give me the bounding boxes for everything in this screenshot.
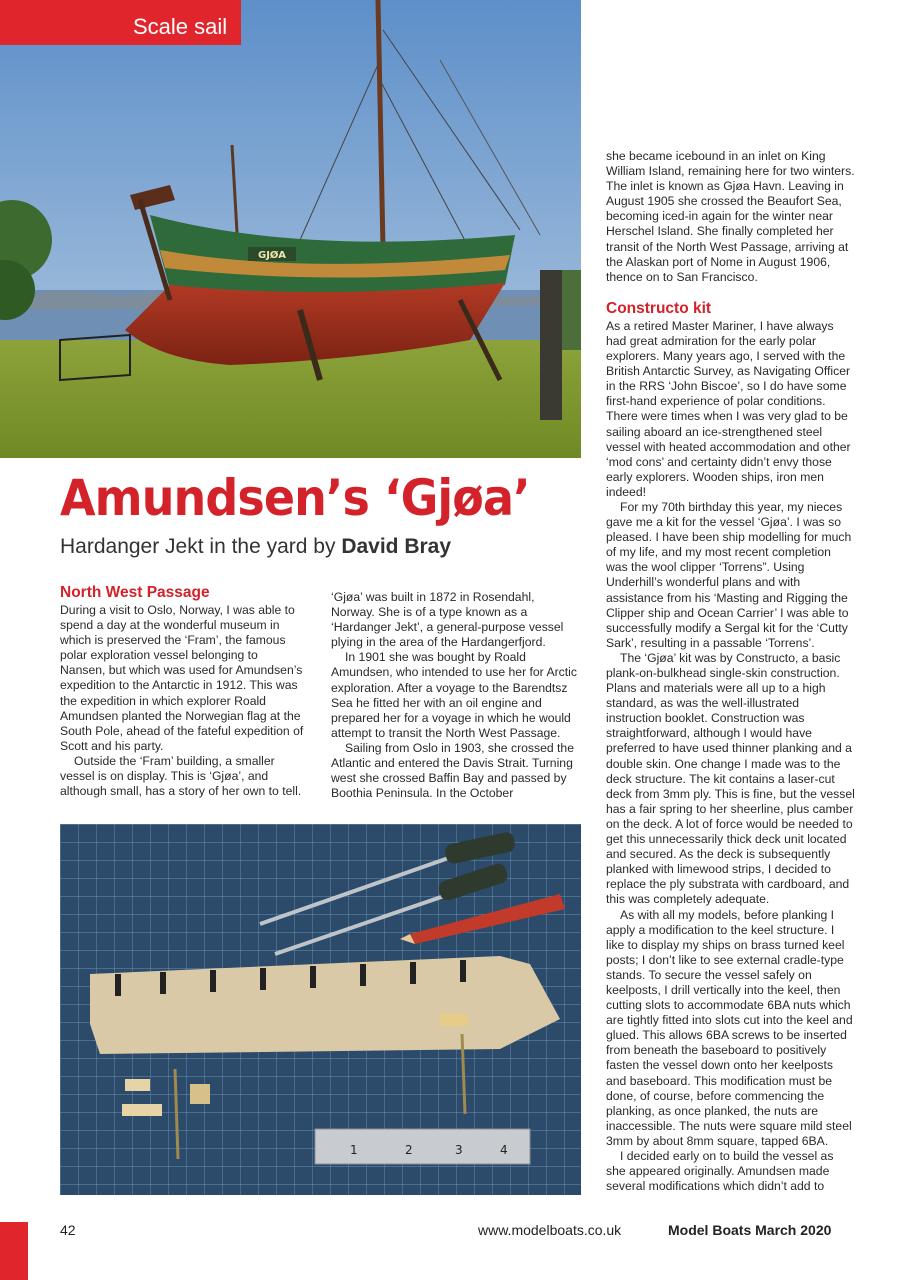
footer-color-block <box>0 1222 28 1280</box>
paragraph: I decided early on to build the vessel as she appeared originally. Amundsen made several modifications which didn’t add to <box>606 1149 834 1194</box>
column-2 <box>331 590 581 801</box>
ship-photo <box>0 0 581 458</box>
paragraph: As with all my models, before planking I apply a modification to the keel structure. I like to display my ships on brass turned keel posts; I don’t like to see external cradle-type stands. To secure the vessel safely on keelposts, I drill vertically into the keel, then cutting slots to accommodate 6BA nuts which are tightly fitted into slots cut into the keel and glued. This allows 6BA screws to be inserted from beneath the baseboard to positively fasten the vessel down onto her keelposts and baseboard. This modification must be done, of course, before commencing the planking, as once planked, the nuts are inaccessible. The nuts were square mild steel 3mm by about 8mm square, tapped 6BA. <box>606 907 853 1148</box>
paragraph: ‘Gjøa’ was built in 1872 in Rosendahl, Norway. She is of a type known as a ‘Hardanger Jekt’, a general-purpose vessel plying in the area of the Hardangerfjord. <box>331 590 564 650</box>
article-title: Amundsen’s ‘Gjøa’ <box>60 469 530 527</box>
footer-issue: Model Boats March 2020 <box>668 1222 832 1238</box>
column-3 <box>606 149 855 1194</box>
ruler-mark-3: 3 <box>455 1143 463 1157</box>
page-number: 42 <box>60 1222 76 1238</box>
footer-url[interactable]: www.modelboats.co.uk <box>478 1222 622 1238</box>
article-subtitle <box>60 535 451 559</box>
section-tag: Scale sail <box>0 0 241 45</box>
subtitle-text: Hardanger Jekt in the yard by <box>60 535 342 558</box>
paragraph: Outside the ‘Fram’ building, a smaller vessel is on display. This is ‘Gjøa’, and although small, has a story of her own to tell. <box>60 753 302 799</box>
paragraph: The ‘Gjøa’ kit was by Constructo, a basic plank-on-bulkhead single-skin construction. Plans and materials were all up to a high standard, as was the well-illustrated instruction booklet. Construction was straightforward, although I would have preferred to have used thinner planking and a double skin. One change I made was to the deck structure. The kit contains a laser-cut deck from 3mm ply. This is fine, but the vessel has a fair spring to her sheerline, plus camber on the deck. A lot of force would be needed to get this unnecessarily thick deck unit located and secured. As the deck is subsequently planked with limewood strips, I decided to replace the ply substrata with cardboard, and this was completely adequate. <box>606 650 855 907</box>
paragraph: In 1901 she was bought by Roald Amundsen, who intended to use her for Arctic exploration. After a voyage to the Barendtsz Sea he fitted her with an oil engine and prepared her for a voyage in which he would attempt to transit the North West Passage. <box>331 650 577 740</box>
column-1 <box>60 583 304 799</box>
paragraph: Sailing from Oslo in 1903, she crossed the Atlantic and entered the Davis Strait. Turning west she crossed Baffin Bay and passed by Boothia Peninsula. In the October <box>331 740 574 801</box>
heading-constructo-kit: Constructo kit <box>606 299 712 317</box>
paragraph: she became icebound in an inlet on King William Island, remaining here for two winters. The inlet is known as Gjøa Havn. Leaving in August 1905 she crossed the Beaufort Sea, becoming iced-in again for the winter near Herschel Island. She finally completed her transit of the North West Passage, arriving at the Alaskan port of Nome in August 1906, thence on to San Francisco. <box>606 149 855 284</box>
hull-name-text: GJØA <box>258 250 286 261</box>
ruler-mark-2: 2 <box>405 1143 413 1157</box>
kit-photo <box>60 824 581 1195</box>
heading-north-west-passage: North West Passage <box>60 584 210 601</box>
paragraph: For my 70th birthday this year, my nieces gave me a kit for the vessel ‘Gjøa’. I was so pleased. I have been ship modelling for much of my life, and my most recent completion was the wool clipper ‘Torrens”. Using Underhill’s wonderful plans and with assistance from his ‘Masting and Rigging the Clipper ship and Ocean Carrier’ I was able to successfully modify a Sergal kit for the ‘Cutty Sark’, resulting in a passable ‘Torrens’. <box>606 499 852 650</box>
author-name: David Bray <box>341 535 452 558</box>
paragraph: During a visit to Oslo, Norway, I was able to spend a day at the wonderful museum in which is preserved the ‘Fram’, the famous polar exploration vessel belonging to Nansen, but which was used for Amundsen’s expedition to the Antarctic in 1912. This was the expedition in which explorer Roald Amundsen planted the Norwegian flag at the South Pole, ahead of the fateful expedition of Scott and his party. <box>60 603 304 753</box>
ruler-mark-4: 4 <box>500 1143 508 1157</box>
paragraph: As a retired Master Mariner, I have always had great admiration for the early polar explorers. Many years ago, I served with the British Antarctic Survey, as Navigating Officer in the RRS ‘John Biscoe’, so I do have some first-hand experience of polar conditions. There were times when I was very glad to be sailing aboard an ice-strengthened steel vessel with heated accommodation and other ‘mod cons’ and certainty didn’t envy those early explorers. Wooden ships, iron men indeed! <box>606 318 851 499</box>
ruler-mark-1: 1 <box>350 1143 358 1157</box>
